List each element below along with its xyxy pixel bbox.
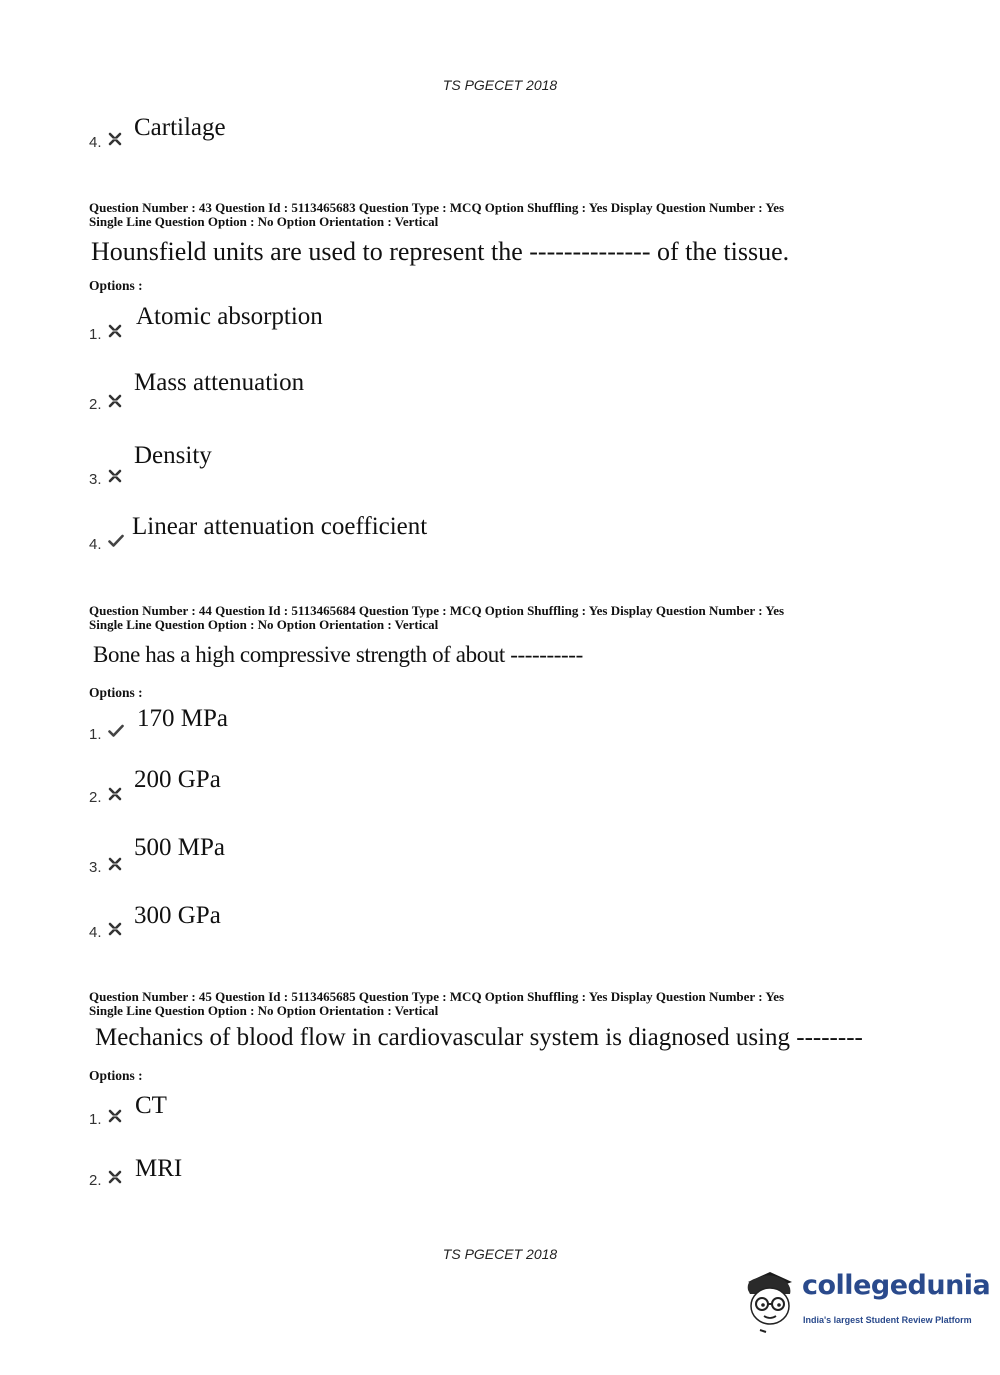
cross-icon [108,1109,122,1123]
cross-icon [108,132,122,146]
cross-icon [108,394,122,408]
mascot-icon [740,1268,800,1338]
question-text: Bone has a high compressive strength of about ---------- [93,642,583,667]
check-icon [108,534,122,548]
cross-icon [108,1170,122,1184]
logo-wordmark: collegedunia [802,1270,991,1301]
question-text: Mechanics of blood flow in cardiovascular system is diagnosed using -------- [95,1024,863,1051]
option-number: 4. [89,134,102,151]
cross-icon [108,857,122,871]
options-label: Options : [89,278,143,293]
question-text: Hounsfield units are used to represent the -------------- of the tissue. [91,237,790,266]
cross-icon [108,324,122,338]
check-icon [108,724,122,738]
option-text: Cartilage [134,114,226,141]
question-meta: Question Number : 43 Question Id : 5113465683 Question Type : MCQ Option Shuffling : Yes Display Question Number : Yes Single Line Question Option : No Option Orientation : Vertical [89,200,785,229]
collegedunia-logo [740,1268,991,1340]
question-meta: Question Number : 44 Question Id : 5113465684 Question Type : MCQ Option Shuffling : Yes Display Question Number : Yes Single Line Question Option : No Option Orientation : Vertical [89,603,785,632]
cross-icon [108,922,122,936]
page-header: TS PGECET 2018 [442,77,558,93]
logo-tagline: India's largest Student Review Platform [803,1315,972,1325]
options-label: Options : [89,685,143,700]
options-label: Options : [89,1068,143,1083]
question-meta: Question Number : 45 Question Id : 5113465685 Question Type : MCQ Option Shuffling : Yes Display Question Number : Yes Single Line Question Option : No Option Orientation : Vertical [89,989,785,1018]
cross-icon [108,787,122,801]
page-footer: TS PGECET 2018 [442,1246,558,1262]
cross-icon [108,469,122,483]
